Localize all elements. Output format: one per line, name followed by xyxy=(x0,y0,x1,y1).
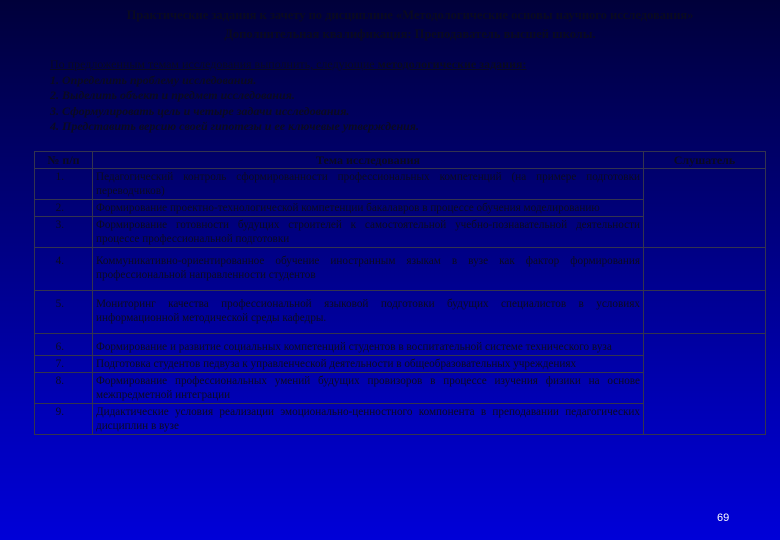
task-item-4: 4. Представить версию своей гипотезы и ее ключевые утверждения. xyxy=(50,119,419,133)
row-topic: Формирование проектно-технологической компетенции бакалавров в процессе обучения моделированию xyxy=(93,200,644,217)
instructions-lead-bold: методологические задания: xyxy=(377,57,527,71)
row-number: 3. xyxy=(35,217,93,248)
table-row xyxy=(35,291,766,334)
row-number: 1. xyxy=(35,169,93,200)
row-number: 9. xyxy=(35,404,93,435)
row-number: 5. xyxy=(35,291,93,334)
listener-cell[interactable] xyxy=(644,248,766,291)
task-instructions xyxy=(50,57,750,135)
row-topic: Формирование и развитие социальных компетенций студентов в воспитательной системе технического вуза xyxy=(93,334,644,356)
column-header-topic: Тема исследования xyxy=(93,152,644,169)
table-row xyxy=(35,334,766,356)
row-number: 6. xyxy=(35,334,93,356)
table-row xyxy=(35,248,766,291)
instructions-lead: По предложенным темам исследования выполнить, следующие методологические задания: xyxy=(50,57,527,71)
document-header xyxy=(60,6,760,44)
table-header-row xyxy=(35,152,766,169)
page-number: 69 xyxy=(717,512,730,524)
listener-cell[interactable] xyxy=(644,291,766,334)
column-header-listener: Слушатель xyxy=(644,152,766,169)
task-item-2: 2. Выделить объект и предмет исследования. xyxy=(50,88,295,102)
row-topic: Дидактические условия реализации эмоционально-ценностного компонента в преподавании педагогических дисциплин в вузе xyxy=(93,404,644,435)
header-title: Практические задания к зачету по дисциплине «Методологические основы научного исследования» xyxy=(126,8,694,22)
topics-table xyxy=(34,151,766,435)
listener-cell[interactable] xyxy=(644,334,766,435)
row-number: 7. xyxy=(35,356,93,373)
row-number: 8. xyxy=(35,373,93,404)
row-number: 4. xyxy=(35,248,93,291)
task-item-1: 1. Определить проблему исследования. xyxy=(50,72,257,87)
row-topic: Подготовка студентов педвуза к управленческой деятельности в общеобразовательных учреждениях xyxy=(93,356,644,373)
row-number: 2. xyxy=(35,200,93,217)
task-item-3: 3. Сформулировать цель и четыре задачи исследования. xyxy=(50,103,350,118)
row-topic: Формирование профессиональных умений будущих провизоров в процессе изучения физики на основе межпредметной интеграции xyxy=(93,373,644,404)
row-topic: Мониторинг качества профессиональной языковой подготовки будущих специалистов в условиях информационной методической среды кафедры. xyxy=(93,291,644,334)
row-topic: Формирование готовности будущих строителей к самостоятельной учебно-познавательной деятельности процессе профессиональной подготовки xyxy=(93,217,644,248)
listener-cell[interactable] xyxy=(644,169,766,248)
header-subtitle: Дополнительная квалификация: Преподаватель высшей школы. xyxy=(224,27,596,41)
column-header-num: № п/п xyxy=(35,152,93,169)
row-topic: Коммуникативно-ориентированное обучение иностранным языкам в вузе как фактор формирования профессиональной направленности студентов xyxy=(93,248,644,291)
row-topic: Педагогический контроль сформированности профессиональных компетенций (на примере подготовки переводчиков) xyxy=(93,169,644,200)
table-row xyxy=(35,169,766,200)
